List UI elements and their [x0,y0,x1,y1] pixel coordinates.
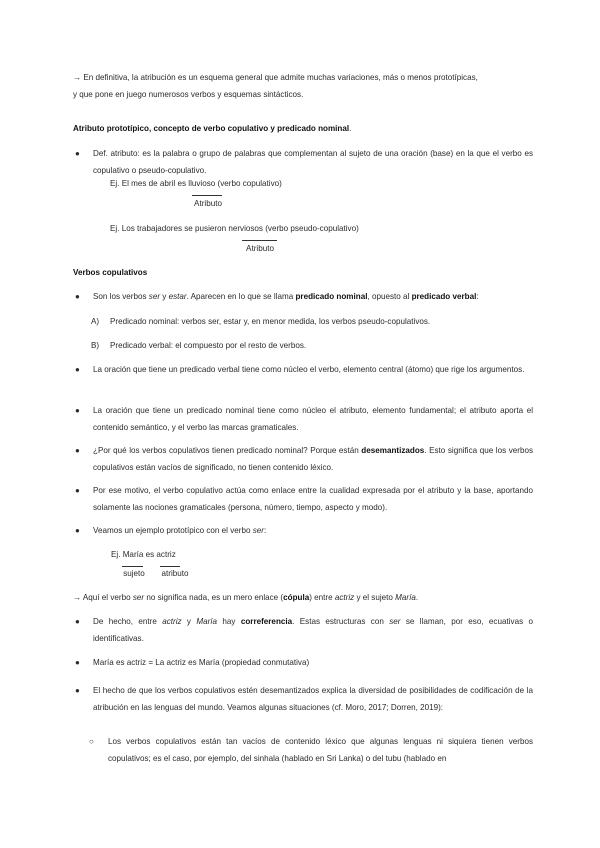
note-copula: → Aquí el verbo ser no significa nada, es un mero enlace (cópula) entre actriz y el sujeto María. [73,593,419,602]
bullet-icon: ● [75,406,80,415]
example-1-label: Atributo [194,199,222,208]
bullet-icon: ● [75,292,80,301]
item-conmutativa: María es actriz = La actriz es María (propiedad conmutativa) [93,658,310,667]
sub-item-b: Predicado verbal: el compuesto por el resto de verbos. [110,341,307,350]
example-3-attr-underline [160,566,180,567]
bullet-icon: ● [75,446,80,455]
example-2-underline [242,240,277,241]
intro-line-1: → En definitiva, la atribución es un esquema general que admite muchas variaciones, más o menos prototípicas, [73,73,478,82]
intro-paragraph [73,70,533,103]
example-3-attr-label: atributo [161,569,189,578]
section-heading-atributo: Atributo prototípico, concepto de verbo copulativo y predicado nominal. [73,124,352,133]
example-1-text: Ej. El mes de abril es lluvioso (verbo copulativo) [110,179,282,188]
bullet-icon: ● [75,617,80,626]
example-3-subject-label: sujeto [123,569,145,578]
example-3-subject-underline [122,566,143,567]
bullet-icon: ● [75,149,80,158]
definition-item: Def. atributo: es la palabra o grupo de palabras que complementan al sujeto de una oración (base) en la que el verbo es copulativo o pseudo-copulativo. [93,149,533,175]
sub-item-b-marker: B) [91,341,100,350]
example-2-text: Ej. Los trabajadores se pusieron nerviosos (verbo pseudo-copulativo) [110,224,359,233]
bullet-icon: ● [75,526,80,535]
item-ejemplo-prototipico: Veamos un ejemplo prototípico con el verbo ser: [93,526,267,535]
item-predicado-nominal: La oración que tiene un predicado nominal tiene como núcleo el atributo, elemento fundamental; el atributo aporta el contenido semántico, y el verbo las marcas gramaticales. [93,406,533,432]
sub-item-a: Predicado nominal: verbos ser, estar y, en menor medida, los verbos pseudo-copulativos. [110,317,431,326]
bullet-icon: ● [75,486,80,495]
item-desemantizados: ¿Por qué los verbos copulativos tienen predicado nominal? Porque están desemantizados. Esto significa que los verbos copulativos están vacíos de significado, no tienen contenido léxico. [93,446,533,472]
bullet-icon: ● [75,658,80,667]
intro-line-2: y que pone en juego numerosos verbos y esquemas sintácticos. [73,89,304,99]
item-correferencia: De hecho, entre actriz y María hay correferencia. Estas estructuras con ser se llaman, por eso, ecuativas o identificativas. [93,617,533,643]
item-sin-copulativos: Los verbos copulativos están tan vacíos de contenido léxico que algunas lenguas ni siquiera tienen verbos copulativos; es el caso, por ejemplo, del sinhala (hablado en Sri Lanka) o del tubu (hablado en [108,737,533,763]
section-heading-verbos: Verbos copulativos [73,268,148,277]
sub-item-a-marker: A) [91,317,100,326]
item-predicado-verbal: La oración que tiene un predicado verbal tiene como núcleo el verbo, elemento central (átomo) que rige los argumentos. [93,365,525,374]
example-3-text: Ej. María es actriz [111,550,176,559]
item-verbos-ser-estar: Son los verbos ser y estar. Aparecen en lo que se llama predicado nominal, opuesto al predicado verbal: [93,292,479,301]
example-1-underline [192,195,222,196]
bullet-icon: ● [75,365,80,374]
hollow-bullet-icon: ○ [89,737,94,746]
item-diversidad: El hecho de que los verbos copulativos estén desemantizados explica la diversidad de posibilidades de codificación de la atribución en las lenguas del mundo. Veamos algunas situaciones (cf. Moro, 2017; Dorren, 2019): [93,686,533,712]
bullet-icon: ● [75,686,80,695]
item-enlace: Por ese motivo, el verbo copulativo actúa como enlace entre la cualidad expresada por el atributo y la base, aportando solamente las nociones gramaticales (persona, número, tiempo, aspecto y modo). [93,486,533,512]
example-2-label: Atributo [246,244,274,253]
